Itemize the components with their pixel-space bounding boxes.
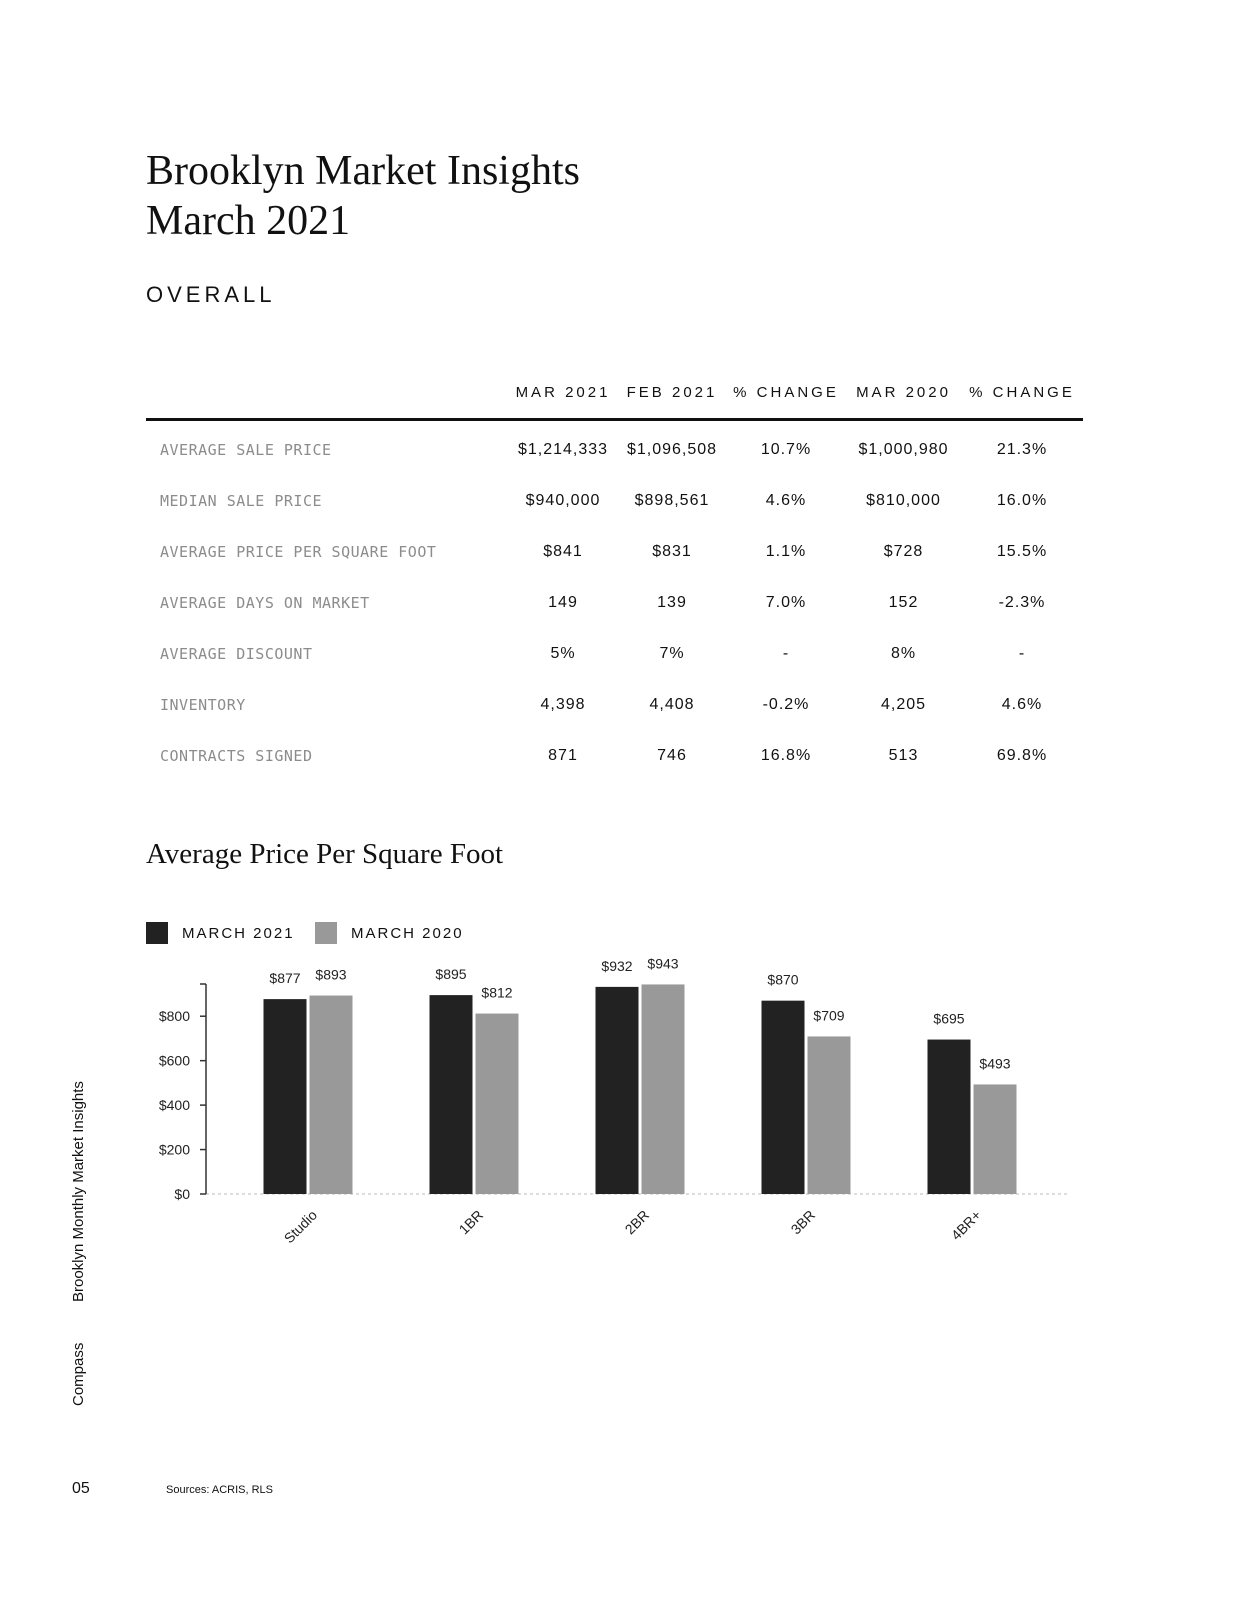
table-cell: 7%	[659, 644, 685, 662]
table-cell: 7.0%	[765, 593, 807, 611]
table-cell: 149	[548, 593, 578, 611]
table-cell: $1,214,333	[517, 440, 609, 458]
table-cell: 139	[657, 593, 687, 611]
legend-swatch-march-2020	[315, 922, 337, 944]
bar-march-2021	[928, 1040, 971, 1194]
x-tick-label: Studio	[280, 1206, 321, 1247]
table-cell: 4,398	[540, 695, 586, 713]
x-tick-label: 1BR	[455, 1206, 487, 1238]
column-header: % CHANGE	[726, 380, 846, 420]
table-cell: $898,561	[634, 491, 710, 509]
bar-data-label: $877	[269, 970, 301, 987]
bar-march-2021	[430, 995, 473, 1194]
y-tick-label: $400	[158, 1097, 190, 1114]
table-cell: 5%	[550, 644, 576, 662]
chart-title: Average Price Per Square Foot	[146, 838, 504, 870]
table-cell: $728	[883, 542, 924, 560]
y-tick-label: $0	[174, 1186, 190, 1202]
page-title	[146, 146, 580, 246]
table-cell: 4.6%	[765, 491, 807, 509]
title-line-1: Brooklyn Market Insights	[146, 148, 580, 194]
bar-data-label: $895	[435, 966, 467, 983]
table-row	[146, 526, 1083, 577]
column-header: FEB 2021	[618, 380, 726, 420]
table-cell: $841	[543, 542, 583, 560]
bar-data-label: $870	[767, 971, 799, 988]
table-cell: $810,000	[866, 491, 941, 509]
column-header: MAR 2020	[846, 380, 961, 420]
metric-label: INVENTORY	[160, 695, 246, 714]
bar-data-label: $709	[813, 1007, 845, 1024]
bar-march-2020	[808, 1036, 851, 1194]
bar-data-label: $943	[647, 955, 679, 972]
page-number: 05	[72, 1480, 90, 1497]
table-cell: 4.6%	[1001, 695, 1043, 713]
bar-march-2021	[264, 999, 307, 1194]
table-row	[146, 679, 1083, 730]
bar-march-2020	[310, 996, 353, 1194]
legend-label-march-2020: MARCH 2020	[351, 925, 464, 942]
x-tick-label: 2BR	[621, 1206, 653, 1238]
market-stats-table-container	[146, 380, 1083, 781]
table-cell: -	[1018, 644, 1026, 662]
bar-data-label: $932	[601, 957, 633, 974]
table-cell: 16.8%	[760, 746, 812, 764]
table-row	[146, 577, 1083, 628]
legend-swatch-march-2021	[146, 922, 168, 944]
bar-data-label: $893	[315, 966, 347, 983]
table-body	[146, 420, 1083, 782]
y-tick-label: $600	[158, 1052, 190, 1069]
metric-label: AVERAGE SALE PRICE	[160, 440, 332, 459]
table-cell: 152	[888, 593, 919, 611]
table-cell: 8%	[890, 644, 917, 662]
metric-label: MEDIAN SALE PRICE	[160, 491, 323, 510]
bar-march-2020	[476, 1014, 519, 1194]
table-row	[146, 628, 1083, 679]
table-cell: $831	[652, 542, 692, 560]
table-cell: -2.3%	[998, 593, 1046, 611]
metric-label: AVERAGE PRICE PER SQUARE FOOT	[160, 542, 437, 561]
bar-march-2021	[762, 1001, 805, 1194]
bar-march-2020	[642, 984, 685, 1194]
table-cell: 4,408	[649, 695, 695, 713]
market-stats-table	[146, 380, 1083, 781]
table-row	[146, 420, 1083, 476]
bar-data-label: $812	[481, 984, 513, 1001]
side-title: Brooklyn Monthly Market Insights	[70, 1081, 87, 1302]
x-tick-label: 4BR+	[947, 1206, 985, 1244]
table-cell: -	[782, 644, 790, 662]
y-tick-label: $200	[158, 1141, 190, 1158]
table-cell: 10.7%	[760, 440, 812, 458]
table-row	[146, 730, 1083, 781]
table-cell: 871	[548, 746, 578, 764]
table-cell: 69.8%	[996, 746, 1048, 764]
column-header: MAR 2021	[508, 380, 618, 420]
column-header-metric	[146, 380, 508, 420]
column-header: % CHANGE	[961, 380, 1083, 420]
table-cell: 16.0%	[996, 491, 1048, 509]
section-heading-overall: OVERALL	[146, 282, 276, 307]
table-cell: 1.1%	[765, 542, 807, 560]
table-cell: $1,000,980	[858, 440, 949, 458]
metric-label: AVERAGE DAYS ON MARKET	[160, 593, 370, 612]
sources-note: Sources: ACRIS, RLS	[166, 1484, 273, 1496]
title-line-2: March 2021	[146, 198, 351, 244]
table-header-row	[146, 380, 1083, 420]
legend-label-march-2021: MARCH 2021	[182, 925, 295, 942]
metric-label: CONTRACTS SIGNED	[160, 746, 313, 765]
bar-march-2020	[974, 1084, 1017, 1194]
table-cell: -0.2%	[762, 695, 810, 713]
table-cell: 513	[888, 746, 919, 764]
metric-label: AVERAGE DISCOUNT	[160, 644, 313, 663]
table-cell: 4,205	[880, 695, 927, 713]
bar-data-label: $493	[979, 1055, 1011, 1072]
y-tick-label: $800	[158, 1008, 190, 1025]
table-cell: $940,000	[525, 491, 601, 509]
bar-data-label: $695	[933, 1010, 965, 1027]
bar-march-2021	[596, 987, 639, 1194]
table-cell: $1,096,508	[626, 440, 718, 458]
table-row	[146, 475, 1083, 526]
table-cell: 746	[657, 746, 687, 764]
side-brand: Compass	[70, 1342, 87, 1406]
x-tick-label: 3BR	[787, 1206, 819, 1238]
table-cell: 21.3%	[996, 440, 1048, 458]
table-cell: 15.5%	[996, 542, 1048, 560]
